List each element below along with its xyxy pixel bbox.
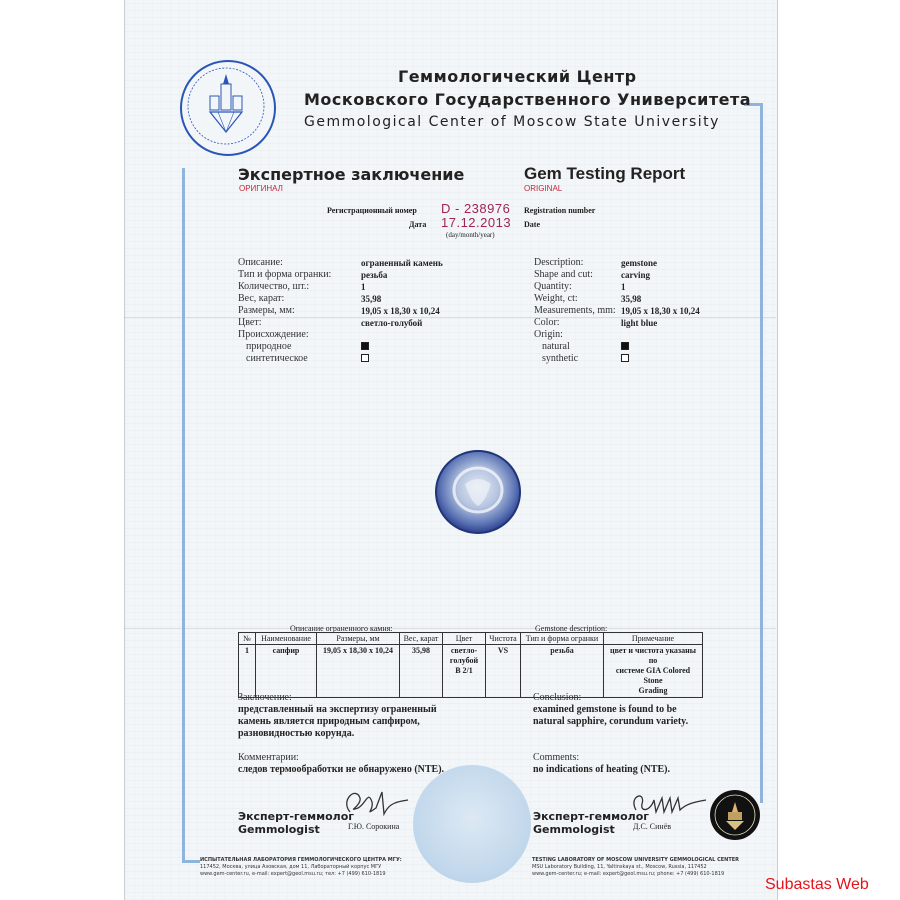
table-header: Наименование (256, 633, 317, 645)
quantity-value-en: 1 (621, 282, 626, 292)
date-format: (day/month/year) (446, 231, 495, 239)
frame-line (182, 168, 185, 863)
reg-label-ru: Регистрационный номер (327, 206, 417, 215)
conclusion-text-en: natural sapphire, corundum variety. (533, 716, 689, 727)
conclusion-ru (238, 692, 437, 740)
shape-label-ru: Тип и форма огранки: (238, 269, 332, 280)
note-line: цвет и чистота указаны по (610, 646, 696, 665)
description-label-en: Description: (534, 257, 584, 268)
color-value-ru: светло-голубой (361, 318, 423, 328)
note-line: Grading (638, 686, 668, 695)
footer-ru-line: 117452, Москва, улица Азовская, дом 11, Лабораторный корпус МГУ (200, 864, 382, 870)
table-cell-cut: резьба (521, 645, 604, 698)
conclusion-text-en: examined gemstone is found to be (533, 704, 677, 715)
color-label-ru: Цвет: (238, 317, 262, 328)
color-line: В 2/1 (455, 666, 473, 675)
reg-label-en: Registration number (524, 206, 596, 215)
reg-number: D - 238976 (441, 201, 511, 216)
laboratory-stamp-icon (710, 790, 760, 840)
center-title-ru-1: Геммологический Центр (398, 67, 637, 86)
date-label-ru: Дата (409, 220, 427, 229)
conclusion-en (533, 692, 688, 728)
natural-label-en: natural (542, 341, 570, 352)
report-title-ru: Экспертное заключение (238, 165, 465, 184)
measurements-label-ru: Размеры, мм: (238, 305, 295, 316)
weight-value-ru: 35,98 (361, 294, 382, 304)
shape-label-en: Shape and cut: (534, 269, 593, 280)
table-cell-no: 1 (239, 645, 256, 698)
hologram-circle (413, 765, 531, 883)
table-header: Примечание (604, 633, 703, 645)
table-cell-size: 19,05 x 18,30 x 10,24 (317, 645, 400, 698)
shape-value-en: carving (621, 270, 650, 280)
natural-checkbox-en (621, 342, 629, 350)
right-role-ru: Эксперт-геммолог (533, 810, 650, 823)
table-cell-weight: 35,98 (400, 645, 443, 698)
footer-en-line: www.gem-center.ru; e-mail: expert@geol.msu.ru; phone: +7 (499) 610-1819 (532, 871, 725, 877)
comments-label-en: Comments: (533, 752, 580, 763)
comments-label-ru: Комментарии: (238, 752, 299, 763)
quantity-label-ru: Количество, шт.: (238, 281, 310, 292)
left-name: Г.Ю. Сорокина (348, 822, 400, 831)
footer-en-line: MSU Laboratory Building, 11, Yaltinskaya st., Moscow, Russia, 117452 (532, 864, 707, 870)
stone-table (238, 632, 703, 698)
table-header: Чистота (486, 633, 521, 645)
origin-label-ru: Происхождение: (238, 329, 309, 340)
natural-label-ru: природное (246, 341, 292, 352)
table-cell-name: сапфир (256, 645, 317, 698)
table-cell-clarity: VS (486, 645, 521, 698)
right-name: Д.С. Синёв (633, 822, 672, 831)
measurements-value-ru: 19,05 x 18,30 x 10,24 (361, 306, 440, 316)
center-title-ru-2: Московского Государственного Университета (304, 90, 752, 109)
synthetic-checkbox-ru (361, 354, 369, 362)
description-label-ru: Описание: (238, 257, 283, 268)
table-row (239, 645, 703, 698)
right-signature-icon (626, 786, 710, 822)
frame-line (760, 103, 763, 803)
report-title-en: Gem Testing Report (524, 164, 686, 183)
footer-ru-line: ИСПЫТАТЕЛЬНАЯ ЛАБОРАТОРИЯ ГЕММОЛОГИЧЕСКОГО ЦЕНТРА МГУ: (200, 857, 402, 863)
frame-line (182, 860, 200, 863)
original-label-ru: ОРИГИНАЛ (239, 184, 283, 193)
comments-ru (238, 752, 444, 776)
synthetic-label-en: synthetic (542, 353, 579, 364)
origin-label-en: Origin: (534, 329, 563, 340)
footer-ru (200, 857, 402, 878)
left-role-ru: Эксперт-геммолог (238, 810, 355, 823)
description-block-en (534, 257, 616, 365)
table-cell-color (443, 645, 486, 698)
fold-line (124, 628, 776, 629)
color-line: голубой (449, 656, 479, 665)
synthetic-label-ru: синтетическое (246, 353, 308, 364)
footer-en-line: TESTING LABORATORY OF MOSCOW UNIVERSITY GEMMOLOGICAL CENTER (532, 857, 740, 863)
description-values-ru (361, 257, 443, 365)
date-label-en: Date (524, 220, 540, 229)
note-line: системе GIA Colored Stone (615, 666, 691, 685)
table-header: № (239, 633, 256, 645)
conclusion-text-ru: камень является природным сапфиром, (238, 716, 420, 727)
conclusion-label-ru: Заключение: (238, 692, 292, 703)
weight-label-en: Weight, ct: (534, 293, 578, 304)
synthetic-checkbox-en (621, 354, 629, 362)
right-role-en: Gemmologist (533, 823, 615, 836)
conclusion-text-ru: представленный на экспертизу ограненный (238, 704, 437, 715)
table-header-row (239, 633, 703, 645)
university-seal-icon (180, 60, 276, 156)
date-value: 17.12.2013 (441, 215, 512, 230)
gemstone-photo (435, 450, 521, 534)
table-header: Размеры, мм (317, 633, 400, 645)
left-role-en: Gemmologist (238, 823, 320, 836)
measurements-value-en: 19,05 x 18,30 x 10,24 (621, 306, 700, 316)
table-caption-ru: Описание ограненного камня: (290, 624, 393, 633)
description-block-ru (238, 257, 331, 365)
footer-ru-line: www.gem-center.ru, e-mail: expert@geol.msu.ru; тел: +7 (499) 610-1819 (200, 871, 386, 877)
color-value-en: light blue (621, 318, 658, 328)
left-signature-icon (338, 782, 418, 824)
measurements-label-en: Measurements, mm: (534, 305, 616, 316)
conclusion-label-en: Conclusion: (533, 692, 582, 703)
description-value-en: gemstone (621, 258, 657, 268)
natural-checkbox-ru (361, 342, 369, 350)
color-label-en: Color: (534, 317, 560, 328)
weight-label-ru: Вес, карат: (238, 293, 285, 304)
table-caption-en: Gemstone description: (535, 624, 608, 633)
quantity-value-ru: 1 (361, 282, 366, 292)
color-line: светло- (450, 646, 478, 655)
original-label-en: ORIGINAL (524, 184, 563, 193)
quantity-label-en: Quantity: (534, 281, 572, 292)
description-value-ru: ограненный камень (361, 258, 443, 268)
footer-en (532, 857, 739, 878)
watermark-text: Subastas Web (765, 876, 869, 893)
weight-value-en: 35,98 (621, 294, 642, 304)
conclusion-text-ru: разновидностью корунда. (238, 728, 355, 739)
shape-value-ru: резьба (361, 270, 388, 280)
center-title-en: Gemmological Center of Moscow State University (304, 114, 720, 130)
comments-text-en: no indications of heating (NTE). (533, 764, 670, 775)
table-header: Вес, карат (400, 633, 443, 645)
signature-left (238, 810, 354, 836)
comments-text-ru: следов термообработки не обнаружено (NTE). (238, 764, 445, 775)
table-header: Цвет (443, 633, 486, 645)
description-values-en (621, 257, 700, 365)
table-cell-note (604, 645, 703, 698)
table-header: Тип и форма огранки (521, 633, 604, 645)
comments-en (533, 752, 670, 776)
